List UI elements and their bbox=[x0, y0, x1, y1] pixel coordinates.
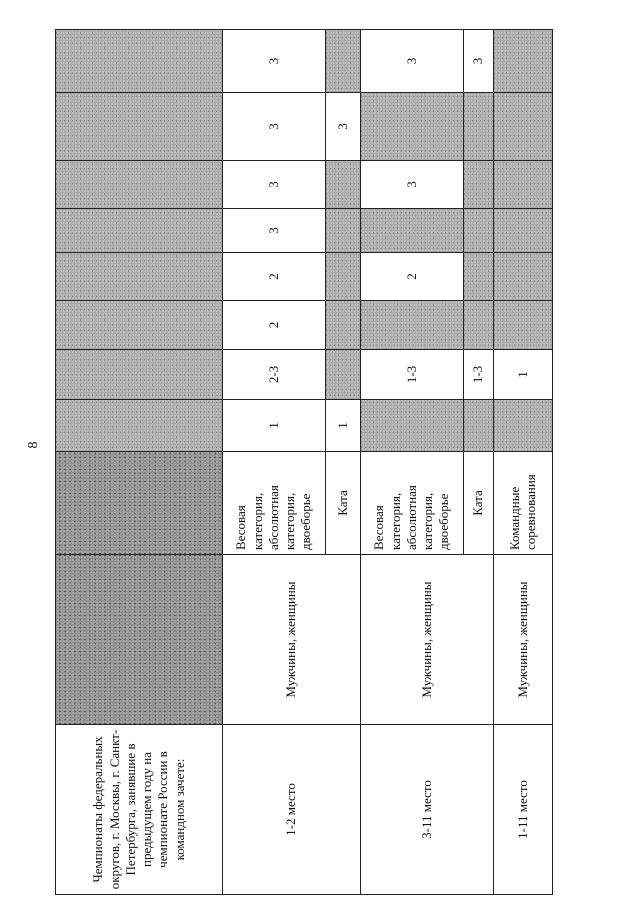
shaded-cell bbox=[494, 93, 553, 161]
header-shaded-cell bbox=[56, 400, 223, 452]
value-cell: 1-3 bbox=[464, 350, 494, 400]
shaded-cell bbox=[464, 161, 494, 209]
shaded-cell bbox=[494, 301, 553, 350]
shaded-cell bbox=[464, 400, 494, 452]
value-cell: 2 bbox=[361, 253, 464, 301]
header-cell: Чемпионаты федеральных округов, г. Москвы, г. Санкт-Петербурга, занявшие в предыдущем году на чемпионате России в командном зачете: bbox=[56, 725, 223, 895]
header-shaded-cell bbox=[56, 161, 223, 209]
shaded-cell bbox=[494, 161, 553, 209]
value-cell: 3 bbox=[223, 93, 326, 161]
place-cell: 1-11 место bbox=[494, 725, 553, 895]
table-row bbox=[223, 30, 326, 895]
shaded-cell bbox=[464, 253, 494, 301]
shaded-cell bbox=[494, 209, 553, 253]
value-cell: 3 bbox=[223, 30, 326, 93]
value-cell: 1 bbox=[494, 350, 553, 400]
discipline-cell: Весовая категория, абсолютная категория, двоеборье bbox=[361, 452, 464, 555]
shaded-cell bbox=[494, 253, 553, 301]
header-shaded-cell bbox=[56, 350, 223, 400]
shaded-cell bbox=[326, 350, 361, 400]
shaded-cell bbox=[326, 253, 361, 301]
table-row bbox=[361, 30, 464, 895]
gender-cell: Мужчины, женщины bbox=[223, 555, 361, 725]
shaded-cell bbox=[326, 30, 361, 93]
discipline-cell: Ката bbox=[326, 452, 361, 555]
shaded-cell bbox=[326, 301, 361, 350]
header-shaded-cell bbox=[56, 30, 223, 93]
header-shaded-cell bbox=[56, 253, 223, 301]
value-cell: 3 bbox=[326, 93, 361, 161]
header-shaded-cell bbox=[56, 301, 223, 350]
page-number: 8 bbox=[26, 441, 41, 449]
discipline-cell: Командные соревнования bbox=[494, 452, 553, 555]
shaded-cell bbox=[464, 301, 494, 350]
shaded-cell bbox=[361, 400, 464, 452]
gender-cell: Мужчины, женщины bbox=[361, 555, 494, 725]
shaded-cell bbox=[361, 209, 464, 253]
gender-cell: Мужчины, женщины bbox=[494, 555, 553, 725]
value-cell: 3 bbox=[223, 161, 326, 209]
table-wrapper bbox=[55, 30, 552, 895]
place-cell: 1-2 место bbox=[223, 725, 361, 895]
value-cell: 1 bbox=[223, 400, 326, 452]
header-shaded-cell bbox=[56, 209, 223, 253]
shaded-cell bbox=[464, 93, 494, 161]
shaded-cell bbox=[494, 400, 553, 452]
header-shaded-cell bbox=[56, 93, 223, 161]
value-cell: 3 bbox=[361, 30, 464, 93]
value-cell: 1-3 bbox=[361, 350, 464, 400]
table-row bbox=[494, 30, 553, 895]
shaded-cell bbox=[361, 93, 464, 161]
value-cell: 2 bbox=[223, 301, 326, 350]
header-shaded-cell bbox=[56, 452, 223, 555]
header-shaded-cell bbox=[56, 555, 223, 725]
shaded-cell bbox=[464, 209, 494, 253]
shaded-cell bbox=[494, 30, 553, 93]
discipline-cell: Ката bbox=[464, 452, 494, 555]
value-cell: 3 bbox=[464, 30, 494, 93]
value-cell: 3 bbox=[223, 209, 326, 253]
shaded-cell bbox=[326, 209, 361, 253]
value-cell: 1 bbox=[326, 400, 361, 452]
shaded-cell bbox=[326, 161, 361, 209]
shaded-cell bbox=[361, 301, 464, 350]
sports-ranking-table bbox=[55, 29, 553, 895]
value-cell: 3 bbox=[361, 161, 464, 209]
value-cell: 2 bbox=[223, 253, 326, 301]
discipline-cell: Весовая категория, абсолютная категория, двоеборье bbox=[223, 452, 326, 555]
place-cell: 3-11 место bbox=[361, 725, 494, 895]
value-cell: 2-3 bbox=[223, 350, 326, 400]
table-header-row bbox=[56, 30, 223, 895]
